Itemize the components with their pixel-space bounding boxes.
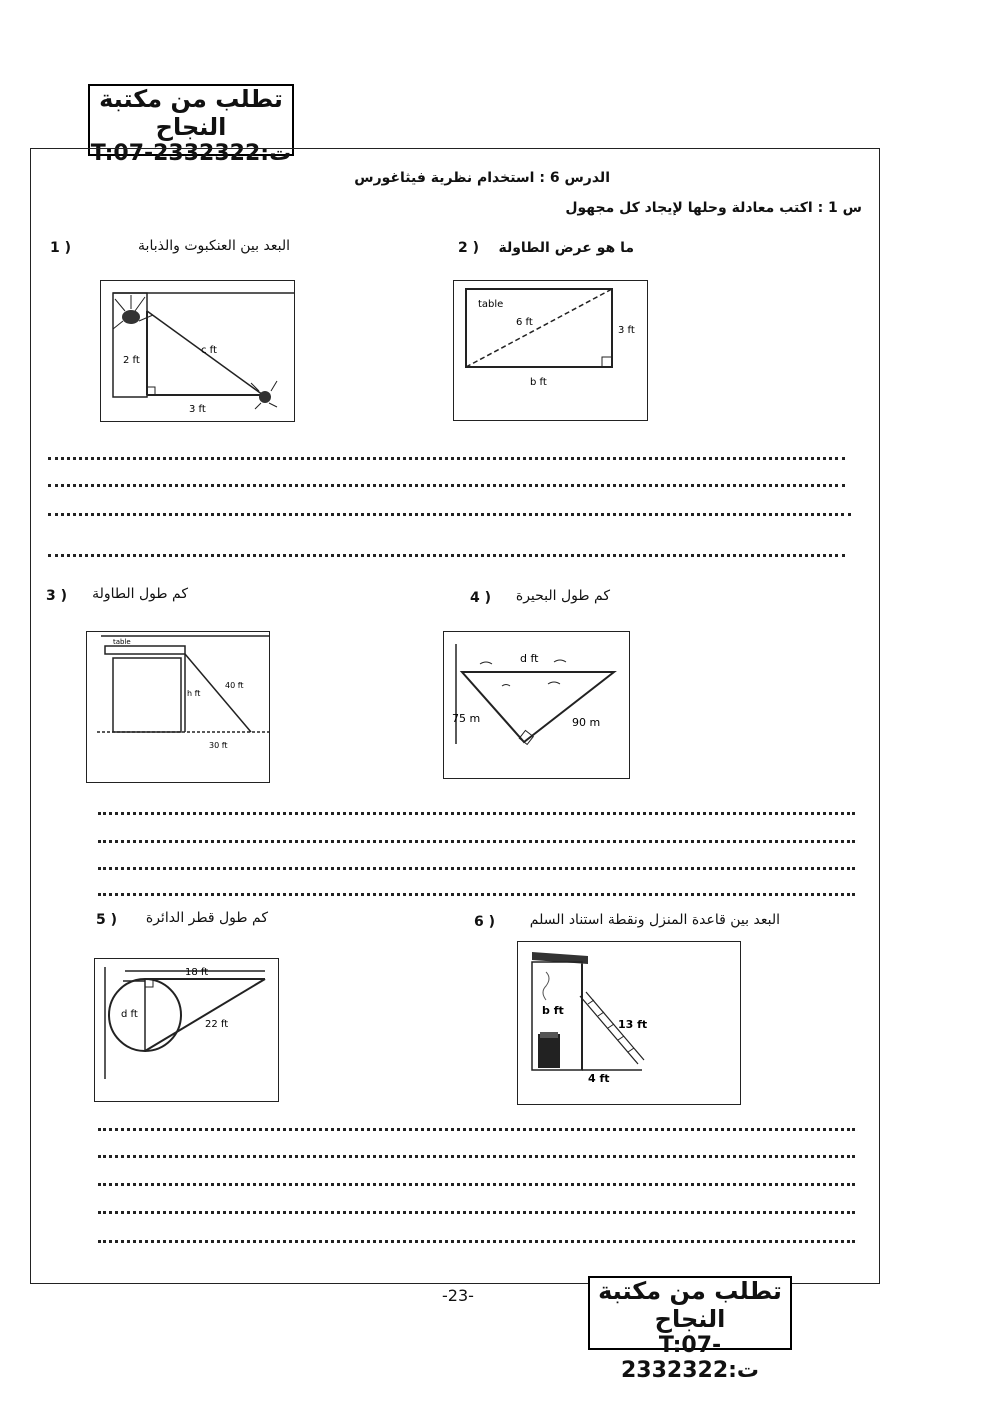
label-bft: b ft — [530, 377, 547, 388]
label-hft: h ft — [187, 689, 201, 698]
label-2ft: 2 ft — [123, 355, 140, 366]
problem-6-label: البعد بين قاعدة المنزل ونقطة استناد السلم — [529, 912, 780, 928]
label-table: table — [113, 638, 131, 646]
label-4ft: 4 ft — [588, 1072, 610, 1085]
answer-line — [98, 1155, 855, 1158]
figure-lake — [443, 631, 630, 779]
problem-2-label: ما هو عرض الطاولة — [498, 240, 634, 256]
label-dft: d ft — [520, 652, 539, 665]
label-40ft: 40 ft — [225, 681, 244, 690]
label-3ft: 3 ft — [189, 404, 206, 415]
figure-table-width — [453, 280, 648, 421]
label-13ft: 13 ft — [618, 1018, 648, 1031]
problem-5-label: كم طول قطر الدائرة — [145, 910, 268, 926]
figure-spider-fly — [100, 280, 295, 422]
problem-1-number: 1 ) — [50, 240, 72, 256]
figure-3-svg — [87, 632, 269, 782]
table-top — [105, 646, 185, 654]
label-dft: d ft — [121, 1009, 138, 1020]
bookstore-stamp-bottom — [588, 1276, 792, 1384]
figure-table-length — [86, 631, 270, 783]
figure-2-svg — [454, 281, 647, 420]
label-bft: b ft — [542, 1004, 564, 1017]
figure-5-svg — [95, 959, 278, 1101]
question-prompt: س 1 : اكتب معادلة وحلها لإيجاد كل مجهول — [565, 200, 862, 216]
problem-1-label: البعد بين العنكبوت والذبابة — [138, 238, 290, 254]
answer-line — [48, 554, 845, 557]
slant-line — [145, 979, 265, 1051]
label-75m: 75 m — [452, 712, 481, 725]
door — [538, 1034, 560, 1068]
problem-3-label: كم طول الطاولة — [92, 586, 188, 602]
label-30ft: 30 ft — [209, 741, 228, 750]
wall-left — [113, 293, 147, 397]
label-table: table — [478, 299, 504, 310]
right-angle-mark — [602, 357, 612, 367]
table-body — [113, 658, 181, 732]
label-6ft: 6 ft — [516, 317, 533, 328]
answer-line — [98, 893, 855, 896]
answer-line — [98, 1240, 855, 1243]
figure-house-ladder — [517, 941, 741, 1105]
answer-line — [48, 457, 845, 460]
problem-3-number: 3 ) — [46, 588, 68, 604]
label-90m: 90 m — [572, 716, 601, 729]
answer-line — [98, 812, 855, 815]
problem-4-number: 4 ) — [470, 590, 492, 606]
lake-triangle — [462, 672, 614, 742]
stamp-line2: T:07-2332322:ت — [90, 141, 292, 167]
answer-line — [48, 484, 845, 487]
figure-6-svg — [518, 942, 740, 1104]
answer-line — [98, 867, 855, 870]
answer-line — [48, 513, 851, 516]
answer-line — [98, 1183, 855, 1186]
lesson-title: الدرس 6 : استخدام نظرية فيثاغورس — [354, 170, 610, 186]
page-number: -23- — [442, 1286, 474, 1305]
stamp-line1: تطلب من مكتبة النجاح — [99, 85, 283, 141]
stamp-line2: T:07-2332322:ت — [620, 1333, 760, 1384]
problem-4-label: كم طول البحيرة — [515, 588, 610, 604]
figure-circle-diameter — [94, 958, 279, 1102]
problem-2-number: 2 ) — [458, 240, 480, 256]
figure-1-svg — [101, 281, 294, 421]
bookstore-stamp-top — [88, 84, 294, 167]
answer-line — [98, 840, 855, 843]
right-angle-mark — [147, 387, 155, 395]
answer-line — [98, 1128, 855, 1131]
label-22ft: 22 ft — [205, 1019, 229, 1030]
label-3ft: 3 ft — [618, 325, 635, 336]
label-cft: c ft — [201, 345, 217, 356]
problem-5-number: 5 ) — [96, 912, 118, 928]
stamp-line1: تطلب من مكتبة النجاح — [598, 1277, 782, 1333]
figure-4-svg — [444, 632, 629, 778]
label-18ft: 18 ft — [185, 967, 209, 978]
problem-6-number: 6 ) — [474, 914, 496, 930]
answer-line — [98, 1211, 855, 1214]
